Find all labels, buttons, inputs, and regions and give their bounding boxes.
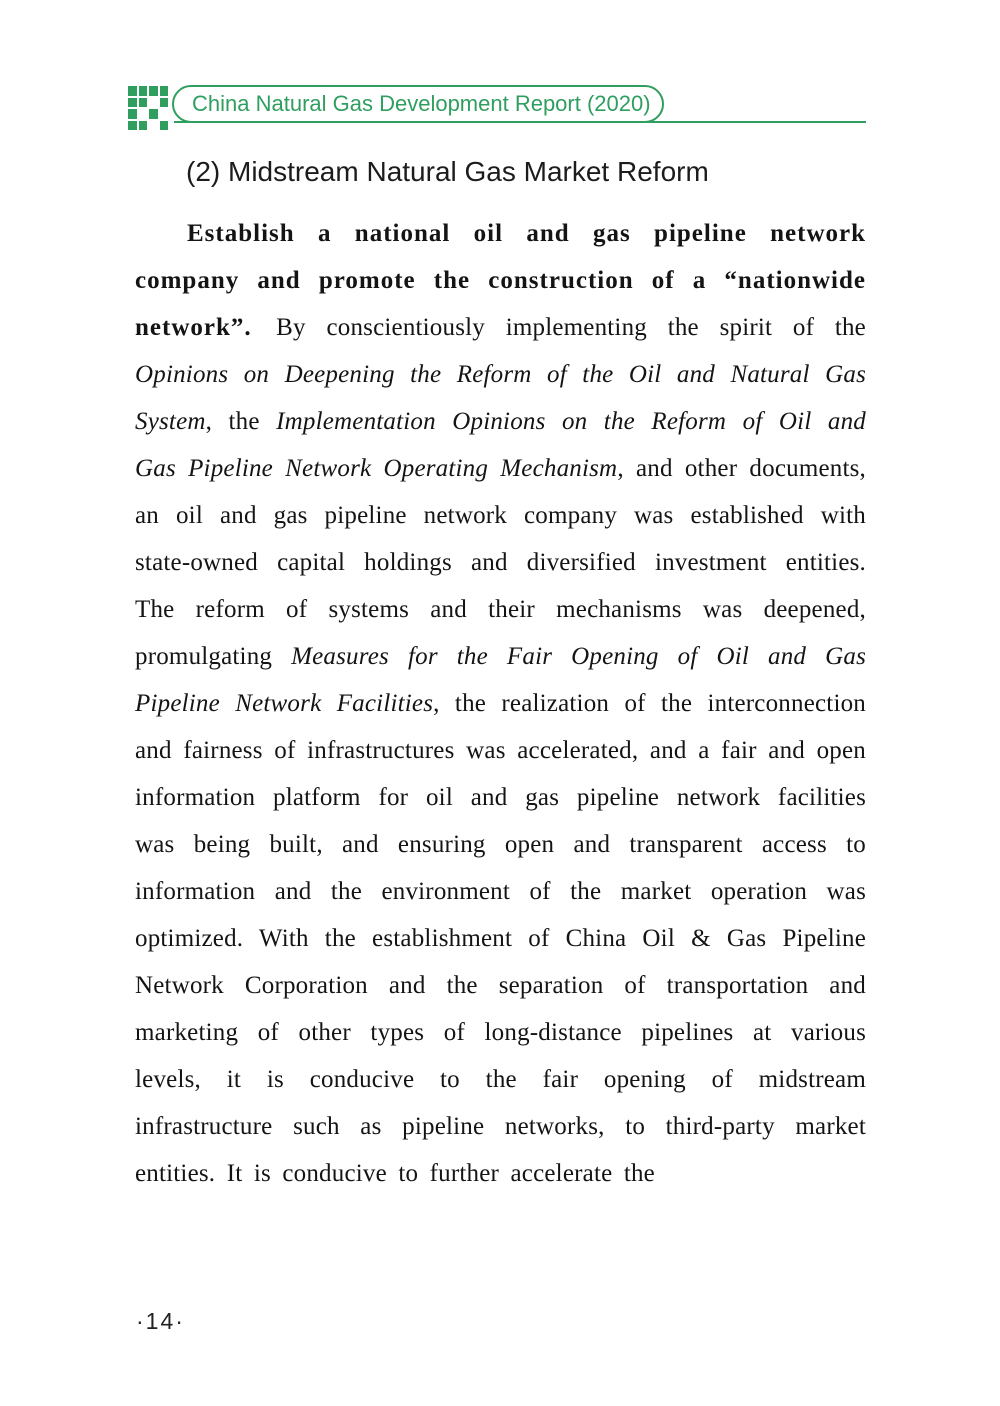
- logo-pixel: [139, 121, 148, 131]
- logo-pixel: [149, 86, 158, 96]
- logo-pixel: [160, 121, 169, 131]
- paragraph-segment-regular: , and other documents, an oil and gas pipeline network company was established with state-owned capital holdings and diversified investment entities. The reform of systems and their mechanisms was deepened, promulgating: [135, 455, 866, 670]
- logo-pixel-empty: [139, 109, 148, 119]
- logo-pixel-empty: [149, 121, 158, 131]
- paragraph-segment-regular: By conscientiously implementing the spirit of the: [276, 314, 866, 341]
- logo-pixel: [160, 86, 169, 96]
- logo-pixel-empty: [149, 98, 158, 108]
- logo-pixel: [149, 109, 158, 119]
- logo-pixel: [128, 86, 137, 96]
- paragraph-segment-regular: , the realization of the interconnection and fairness of infrastructures was accelerated, and a fair and open information platform for oil and gas pipeline network facilities was being built, and ensuring open and transparent access to information and the environment of the market operation was optimized. With the establishment of China Oil & Gas Pipeline Network Corporation and the separation of transportation and marketing of other types of long-distance pipelines at various levels, it is conducive to the fair opening of midstream infrastructure such as pipeline networks, to third-party market entities. It is conducive to further accelerate the: [135, 690, 866, 1187]
- paragraph-segment-italic: Implementation Opinions on the Reform of Oil and Gas Pipeline Network Operating Mechanism: [135, 408, 867, 482]
- logo-pixel: [128, 98, 137, 108]
- logo-pixel: [139, 98, 148, 108]
- section-heading: (2) Midstream Natural Gas Market Reform: [186, 156, 709, 187]
- report-title: China Natural Gas Development Report (2020): [192, 91, 651, 116]
- body-paragraph: [135, 210, 866, 1197]
- report-title-badge: [172, 85, 664, 123]
- logo-pixel: [160, 98, 169, 108]
- logo-pixel-empty: [160, 109, 169, 119]
- logo-pixel: [128, 121, 137, 131]
- logo-pixel: [128, 109, 137, 119]
- page-number: ·14·: [136, 1308, 185, 1334]
- header-divider: [174, 121, 866, 123]
- logo-pixel: [139, 86, 148, 96]
- paragraph-segment-regular: , the: [205, 408, 277, 435]
- paragraph-segment-bold: Establish a national oil and gas pipeline network company and promote the construction of a “nationwide network”.: [135, 220, 866, 341]
- pixel-grid-logo-icon: [128, 86, 168, 130]
- paragraph-segment-italic: Opinions on Deepening the Reform of the Oil and Natural Gas System: [135, 361, 866, 435]
- paragraph-segment-italic: Measures for the Fair Opening of Oil and Gas Pipeline Network Facilities: [135, 643, 866, 717]
